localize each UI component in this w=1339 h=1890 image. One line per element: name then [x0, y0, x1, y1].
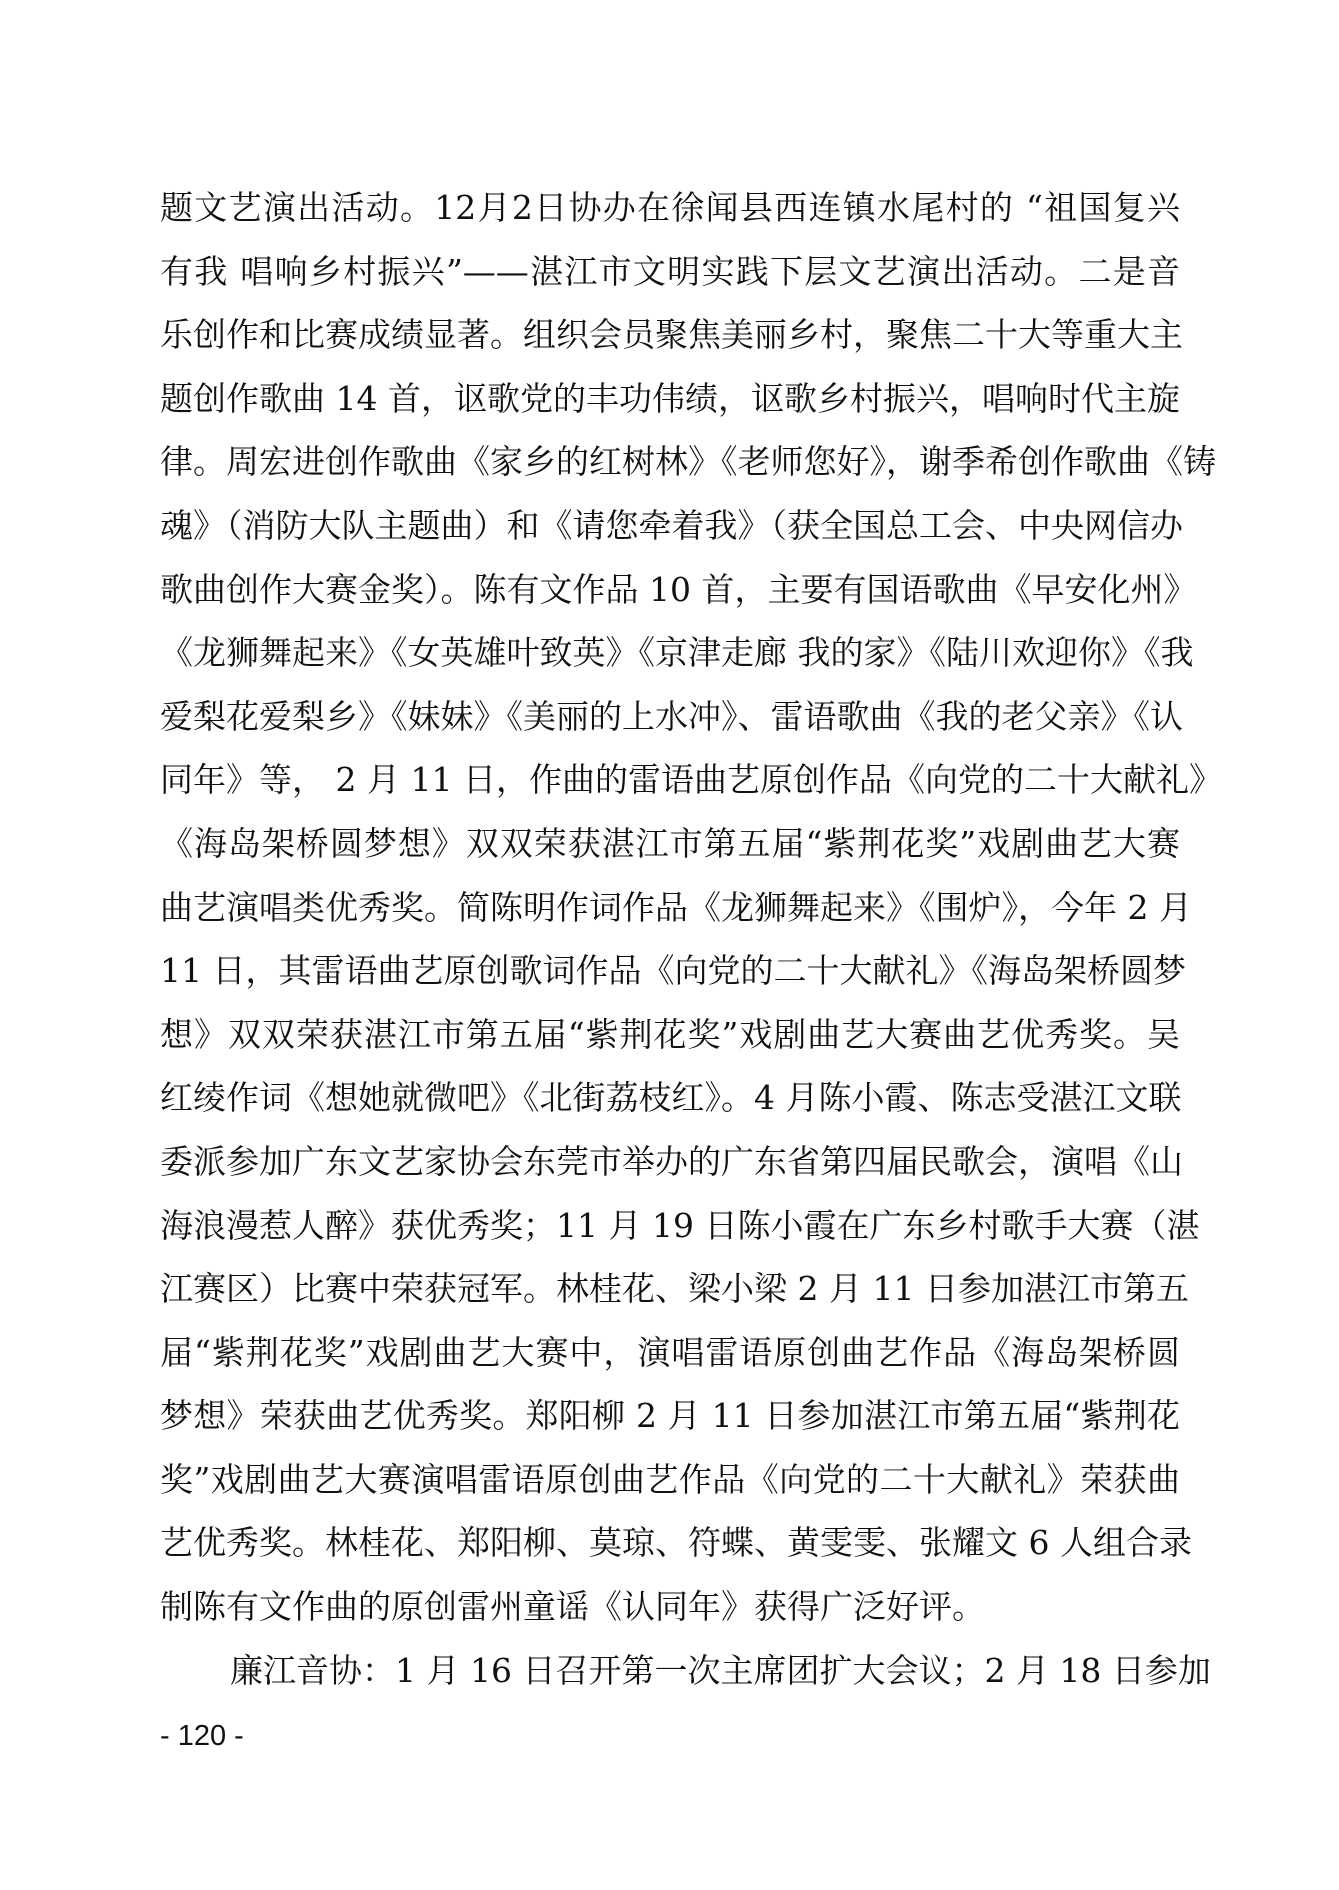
- text-line: 梦想》荣获曲艺优秀奖。郑阳柳 2 月 11 日参加湛江市第五届“紫荆花: [160, 1396, 1180, 1436]
- text-line: 奖”戏剧曲艺大赛演唱雷语原创曲艺作品《向党的二十大献礼》荣获曲: [160, 1459, 1180, 1499]
- text-line: 红绫作词《想她就微吧》《北街荔枝红》。4 月陈小霞、陈志受湛江文联: [160, 1078, 1182, 1118]
- text-line: 魂》（消防大队主题曲）和《请您牵着我》（获全国总工会、中央网信办: [160, 505, 1183, 545]
- text-line: 想》双双荣获湛江市第五届“紫荆花奖”戏剧曲艺大赛曲艺优秀奖。吴: [160, 1014, 1180, 1054]
- text-line: 委派参加广东文艺家协会东莞市举办的广东省第四届民歌会，演唱《山: [160, 1141, 1183, 1181]
- text-line: 11 日，其雷语曲艺原创歌词作品《向党的二十大献礼》《海岛架桥圆梦: [160, 951, 1186, 991]
- text-line: 同年》等， 2 月 11 日，作曲的雷语曲艺原创作品《向党的二十大献礼》: [160, 760, 1222, 800]
- body-text: [160, 176, 1222, 1702]
- text-line: 届“紫荆花奖”戏剧曲艺大赛中，演唱雷语原创曲艺作品《海岛架桥圆: [160, 1332, 1180, 1372]
- text-line: 律。周宏进创作歌曲《家乡的红树林》《老师您好》，谢季希创作歌曲《铸: [160, 442, 1216, 482]
- text-line-paragraph-start: 廉江音协：1 月 16 日召开第一次主席团扩大会议；2 月 18 日参加: [230, 1650, 1211, 1690]
- text-line: 歌曲创作大赛金奖）。陈有文作品 10 首，主要有国语歌曲《早安化州》: [160, 569, 1197, 609]
- text-line: 海浪漫惹人醉》获优秀奖；11 月 19 日陈小霞在广东乡村歌手大赛（湛: [160, 1205, 1200, 1245]
- text-line: 《龙狮舞起来》《女英雄叶致英》《京津走廊 我的家》《陆川欢迎你》《我: [160, 633, 1194, 673]
- text-line: 乐创作和比赛成绩显著。组织会员聚焦美丽乡村，聚焦二十大等重大主: [160, 315, 1183, 355]
- text-line: 题文艺演出活动。12月2日协办在徐闻县西连镇水尾村的 “祖国复兴: [160, 188, 1180, 227]
- text-line: 曲艺演唱类优秀奖。简陈明作词作品《龙狮舞起来》《围炉》，今年 2 月: [160, 887, 1192, 927]
- page-number: - 120 -: [160, 1720, 244, 1752]
- text-line: 艺优秀奖。林桂花、郑阳柳、莫琼、符蝶、黄雯雯、张耀文 6 人组合录: [160, 1523, 1192, 1563]
- text-line: 江赛区）比赛中荣获冠军。林桂花、梁小梁 2 月 11 日参加湛江市第五: [160, 1269, 1189, 1309]
- text-line: 爱梨花爱梨乡》《妹妹》《美丽的上水冲》、雷语歌曲《我的老父亲》《认: [160, 696, 1183, 736]
- text-line: 有我 唱响乡村振兴”——湛江市文明实践下层文艺演出活动。二是音: [160, 251, 1180, 291]
- text-line: 题创作歌曲 14 首，讴歌党的丰功伟绩，讴歌乡村振兴，唱响时代主旋: [160, 378, 1180, 418]
- text-line: 制陈有文作曲的原创雷州童谣《认同年》获得广泛好评。: [160, 1587, 985, 1627]
- text-line: 《海岛架桥圆梦想》双双荣获湛江市第五届“紫荆花奖”戏剧曲艺大赛: [160, 823, 1180, 863]
